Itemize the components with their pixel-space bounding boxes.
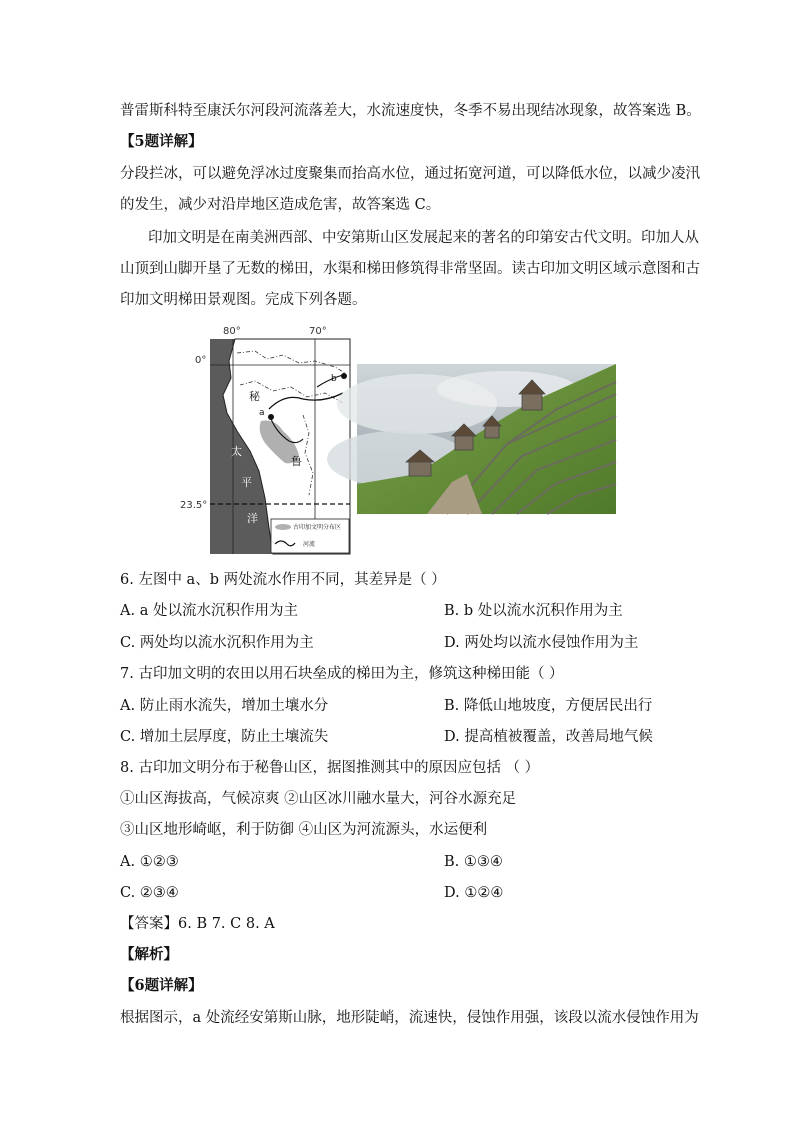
point-b-label: b [331, 374, 337, 384]
option-8d: D. ①②④ [444, 885, 504, 901]
map-lon-label: 70° [309, 326, 327, 337]
point-a-marker [268, 414, 274, 420]
section-heading-q6: 【6题详解】 [120, 977, 203, 994]
question-7: 7. 古印加文明的农田以用石块垒成的梯田为主，修筑这种梯田能（ ） [120, 666, 564, 682]
map-label-bi: 秘 [249, 390, 260, 403]
option-7d: D. 提高植被覆盖，改善局地气候 [444, 729, 653, 745]
option-6c: C. 两处均以流水沉积作用为主 [120, 635, 314, 651]
statement-line: ①山区海拔高，气候凉爽 ②山区冰川融水量大，河谷水源充足 [120, 791, 517, 807]
option-6b: B. b 处以流水沉积作用为主 [444, 603, 623, 619]
map-label-yang: 洋 [247, 512, 258, 525]
legend-label: 河流 [303, 541, 316, 548]
map-lat-label: 0° [195, 355, 207, 366]
point-b-marker [341, 373, 347, 379]
map-label-tai: 太 [231, 445, 242, 458]
text-line: 分段拦冰，可以避免浮冰过度聚集而抬高水位，通过拓宽河道，可以降低水位，以减少凌汛 [120, 166, 700, 182]
option-8a: A. ①②③ [120, 854, 179, 870]
section-heading-q5: 【5题详解】 [120, 133, 203, 150]
option-8c: C. ②③④ [120, 885, 179, 901]
statement-line: ③山区地形崎岖，利于防御 ④山区为河流源头，水运便利 [120, 822, 488, 838]
answer-line: 【答案】6. B 7. C 8. A [120, 916, 275, 932]
legend-area-swatch [275, 524, 291, 530]
intro-text: 山顶到山脚开垦了无数的梯田，水渠和梯田修筑得非常坚固。读古印加文明区域示意图和古 [120, 261, 700, 277]
text-line: 根据图示，a 处流经安第斯山脉，地形陡峭，流速快，侵蚀作用强，该段以流水侵蚀作用为 [120, 1010, 699, 1026]
map-lon-label: 80° [223, 326, 241, 337]
option-7c: C. 增加土层厚度，防止土壤流失 [120, 729, 329, 745]
analysis-heading: 【解析】 [120, 946, 178, 963]
question-8: 8. 古印加文明分布于秘鲁山区，据图推测其中的原因应包括 （ ） [120, 760, 540, 776]
option-7b: B. 降低山地坡度，方便居民出行 [444, 698, 653, 714]
map-lat-label: 23.5° [180, 500, 208, 511]
text-line: 普雷斯科特至康沃尔河段河流落差大，水流速度快，冬季不易出现结冰现象，故答案选 B。 [120, 103, 701, 119]
intro-text: 印加文明梯田景观图。完成下列各题。 [120, 292, 367, 308]
legend-label: 古印加文明分布区 [293, 524, 342, 531]
map-label-lu: 鲁 [291, 455, 302, 468]
option-6a: A. a 处以流水沉积作用为主 [120, 603, 298, 619]
text-line: 的发生，减少对沿岸地区造成危害，故答案选 C。 [120, 197, 441, 213]
intro-text: 印加文明是在南美洲西部、中安第斯山区发展起来的著名的印第安古代文明。印加人从 [148, 230, 699, 246]
question-6: 6. 左图中 a、b 两处流水作用不同，其差异是（ ） [120, 572, 446, 588]
option-7a: A. 防止雨水流失，增加土壤水分 [120, 698, 329, 714]
option-6d: D. 两处均以流水侵蚀作用为主 [444, 635, 639, 651]
option-8b: B. ①③④ [444, 854, 503, 870]
inca-region-map [180, 323, 355, 558]
point-a-label: a [259, 408, 265, 418]
map-label-ping: 平 [241, 476, 252, 489]
terrace-landscape-photo [357, 364, 616, 514]
